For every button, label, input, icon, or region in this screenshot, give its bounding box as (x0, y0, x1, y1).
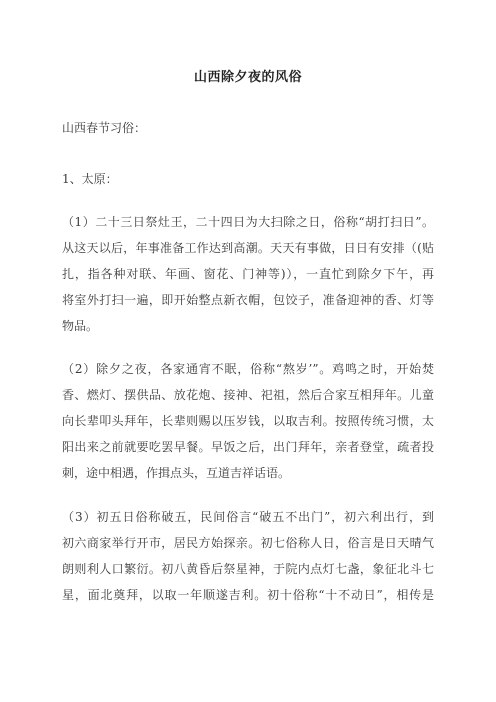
paragraph-1-line-5: 物品。 (62, 319, 99, 333)
paragraph-1-line-3: 扎，指各种对联、年画、窗花、门神等)），一直忙到除夕下午，再 (62, 267, 434, 281)
document-title: 山西除夕夜的风俗 (193, 70, 302, 85)
paragraph-1-line-4: 将室外打扫一遍，即开始整点新衣帽，包饺子，准备迎神的香、灯等 (62, 293, 434, 307)
section-label: 1、太原： (62, 172, 118, 186)
heading-text: 山西春节习俗： (62, 121, 147, 135)
paragraph-2-line-4: 阳出来之前就要吃罢早餐。早饭之后，出门拜年，亲者登堂，疏者投 (62, 440, 434, 454)
paragraph-2-line-5: 刺，途中相遇，作揖点头，互道吉祥话语。 (62, 466, 291, 480)
paragraph-3-line-3: 朗则利人口繁衍。初八黄昏后祭星神，于院内点灯七盏，象征北斗七 (62, 562, 434, 576)
paragraph-1-line-2: 从这天以后，年事准备工作达到高潮。天天有事做，日日有安排（(贴 (62, 241, 434, 255)
paragraph-2-line-2: 香、燃灯、摆供品、放花炮、接神、祀祖，然后合家互相拜年。儿童 (62, 388, 434, 402)
paragraph-3-line-1: （3）初五日俗称破五，民间俗言“破五不出门”，初六利出行，到 (62, 510, 434, 524)
paragraph-3-line-2: 初六商家举行开市，居民方始探亲。初七俗称人日，俗言是日天晴气 (62, 536, 434, 550)
paragraph-2-line-3: 向长辈叩头拜年，长辈则赐以压岁钱，以取吉利。按照传统习惯，太 (62, 414, 434, 428)
paragraph-3-line-4: 星，面北奠拜，以取一年顺遂吉利。初十俗称“十不动日”，相传是 (62, 588, 434, 602)
paragraph-2-line-1: （2）除夕之夜，各家通宵不眠，俗称“熬岁’”。鸡鸣之时，开始焚 (62, 362, 434, 376)
paragraph-1-line-1: （1）二十三日祭灶王，二十四日为大扫除之日，俗称“胡打扫日”。 (62, 215, 434, 229)
